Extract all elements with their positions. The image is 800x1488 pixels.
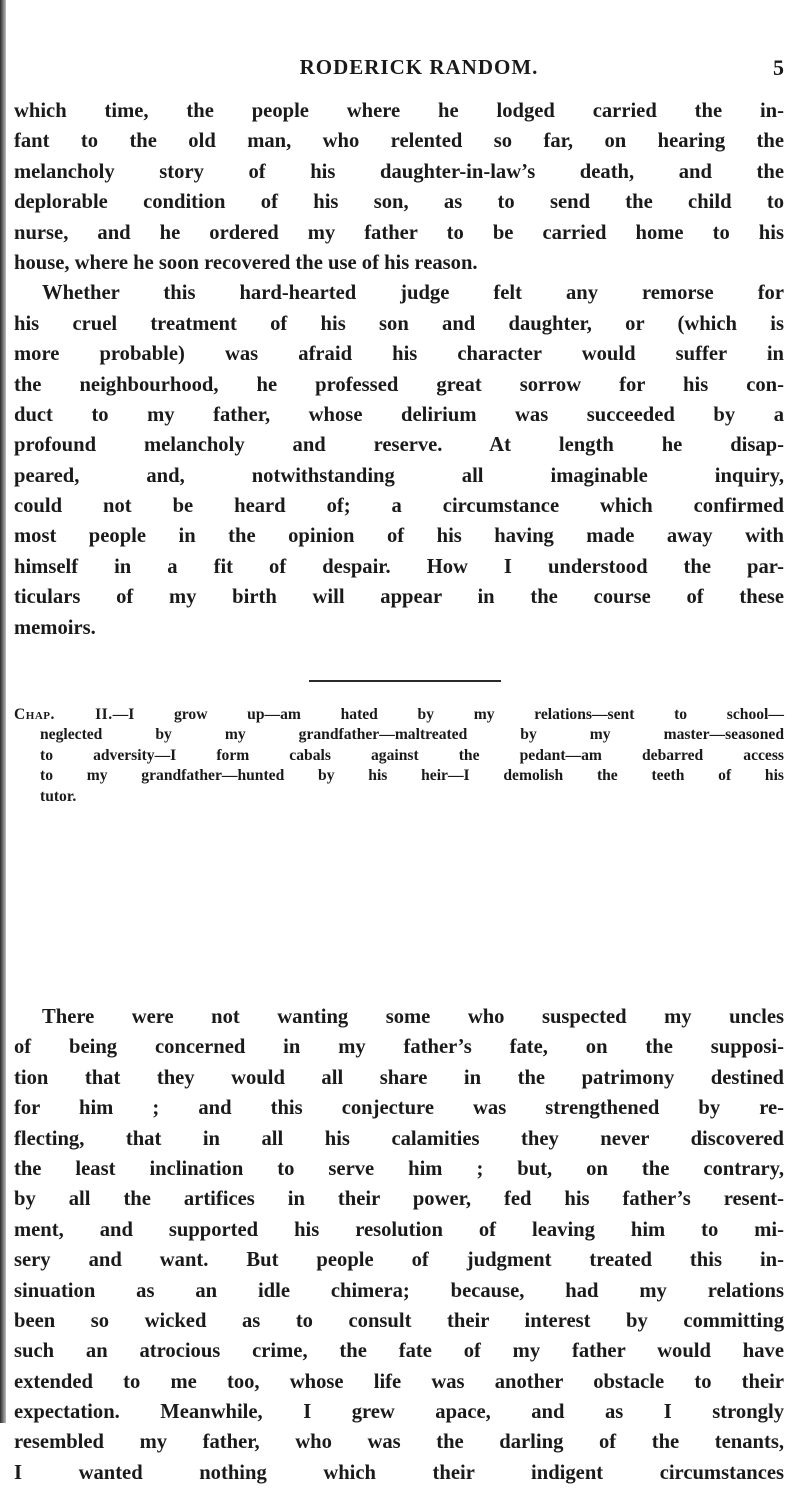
text-line: house, where he soon recovered the use of his reason. [14,251,478,274]
text-line: been so wicked as to consult their interest by committing [14,1309,784,1332]
section-divider-rule [309,680,501,682]
text-line: extended to me too, whose life was another obstacle to their [14,1370,784,1393]
text-line: sery and want. But people of judgment treated this in- [14,1249,784,1272]
text-line: resembled my father, who was the darling of the tenants, [14,1431,784,1454]
text-line: more probable) was afraid his character would suffer in [14,343,784,366]
text-line: ticulars of my birth will appear in the course of these [14,586,784,609]
text-line: himself in a fit of despair. How I understood the par- [14,555,784,578]
text-line: memoirs. [14,616,96,639]
text-line: the least inclination to serve him ; but, on the contrary, [14,1157,784,1180]
text-line: deplorable condition of his son, as to send the child to [14,191,784,214]
text-line: his cruel treatment of his son and daughter, or (which is [14,312,784,335]
chapter-summary-text: —I grow up—am hated by my relations—sent to school— [112,706,784,723]
text-line: to my grandfather—hunted by his heir—I demolish the teeth of his [40,767,784,785]
text-line: such an atrocious crime, the fate of my father would have [14,1340,784,1363]
text-line: Whether this hard-hearted judge felt any remorse for [42,282,784,305]
text-line: by all the artifices in their power, fed his father’s resent- [14,1188,784,1211]
text-line: sinuation as an idle chimera; because, had my relations [14,1279,784,1302]
text-line: peared, and, notwithstanding all imaginable inquiry, [14,464,784,487]
text-line: I wanted nothing which their indigent circumstances [14,1461,784,1484]
text-line: melancholy story of his daughter-in-law’s death, and the [14,160,784,183]
text-line: tutor. [40,787,77,805]
chapter-label: Chap. II. [14,706,113,723]
text-line: neglected by my grandfather—maltreated by my master—seasoned [40,726,784,744]
text-line: which time, the people where he lodged carried the in- [14,100,784,122]
text-line: expectation. Meanwhile, I grew apace, and as I strongly [14,1401,784,1424]
text-line: to adversity—I form cabals against the pedant—am debarred access [40,746,784,764]
text-line: flecting, that in all his calamities they never discovered [14,1127,784,1150]
book-gutter-shadow [0,0,6,1423]
text-line: nurse, and he ordered my father to be carried home to his [14,221,784,244]
text-line: could not be heard of; a circumstance which confirmed [14,495,784,518]
page-number: 5 [773,55,784,80]
paragraph-block-bottom [14,1002,784,1488]
running-title: RODERICK RANDOM. [299,55,539,79]
running-head [14,55,784,85]
text-line: of being concerned in my father’s fate, on the supposi- [14,1036,784,1059]
chapter-summary [14,705,784,807]
text-line: fant to the old man, who relented so far, on hearing the [14,130,784,153]
text-line: ment, and supported his resolution of leaving him to mi- [14,1218,784,1241]
text-line: There were not wanting some who suspected my uncles [42,1006,784,1028]
text-line: most people in the opinion of his having made away with [14,525,784,548]
paragraph-block-top [14,96,784,643]
text-line: profound melancholy and reserve. At length he disap- [14,434,784,457]
book-page [14,0,784,1484]
text-line: for him ; and this conjecture was strengthened by re- [14,1097,784,1120]
chapter-summary-first-line [14,705,784,725]
text-line: duct to my father, whose delirium was succeeded by a [14,403,784,426]
text-line: tion that they would all share in the patrimony destined [14,1066,784,1089]
text-line: the neighbourhood, he professed great sorrow for his con- [14,373,784,396]
